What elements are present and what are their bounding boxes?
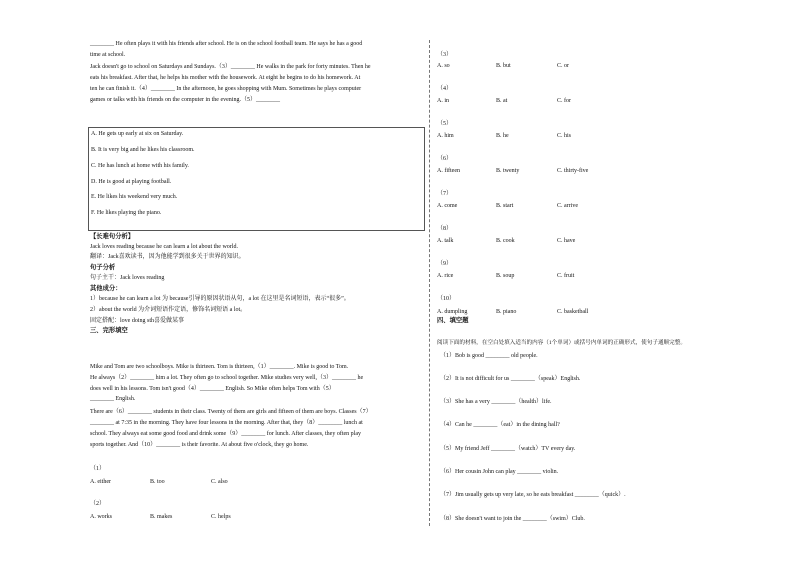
option-item: D. He is good at playing football. — [91, 179, 172, 185]
column-divider — [429, 40, 430, 526]
fill-instruction: 阅读下面的材料，在空白处填入适当的内容（1个单词）或括号内单词的正确形式，使句子通顺完整。 — [437, 340, 686, 346]
choice-a[interactable]: A. come — [437, 203, 458, 209]
passage-line: eats his breakfast. After that, he helps his mother with the housework. At eight he begins to do his homework. At — [90, 75, 361, 81]
choice-a[interactable]: A. dumpling — [437, 309, 468, 315]
passage-line: time at school. — [90, 52, 126, 58]
choice-a[interactable]: A. talk — [437, 238, 454, 244]
fill-question: （5）My friend Jeff ________（watch）TV every day. — [440, 446, 576, 452]
passage-line: ________ He often plays it with his friends after school. He is on the school football team. He says he has a good — [90, 41, 363, 47]
question-number: （2） — [90, 501, 106, 507]
choice-a[interactable]: A. either — [90, 479, 111, 485]
choice-c[interactable]: C. basketball — [557, 309, 589, 315]
option-item: B. It is very big and he likes his classroom. — [91, 147, 195, 153]
question-number: （9） — [437, 261, 453, 267]
choice-a[interactable]: A. him — [437, 133, 454, 139]
cloze-line: ________ English. — [90, 396, 136, 402]
cloze-line: He always（2）________ him a lot. They often go to school together. Mike studies very well,（3）________ he — [90, 375, 364, 381]
question-number: （4） — [437, 86, 453, 92]
choice-b[interactable]: B. but — [496, 63, 511, 69]
choice-c[interactable]: C. arrive — [557, 203, 578, 209]
question-number: （8） — [437, 226, 453, 232]
choice-b[interactable]: B. makes — [150, 514, 173, 520]
fill-question: （1）Bob is good ________ old people. — [440, 353, 538, 359]
question-number: （7） — [437, 191, 453, 197]
choice-c[interactable]: C. thirty-five — [557, 168, 589, 174]
fill-question: （6）Her cousin John can play ________ violin. — [440, 469, 559, 475]
choice-a[interactable]: A. in — [437, 98, 449, 104]
choice-a[interactable]: A. so — [437, 63, 450, 69]
fill-question: （4）Can he ________（eat）in the dining hall? — [440, 422, 560, 428]
cloze-line: does well in his lessons. Tom isn't good（4）________ English. So Mike often helps Tom with（5） — [90, 386, 335, 392]
choice-c[interactable]: C. or — [557, 63, 569, 69]
choice-b[interactable]: B. start — [496, 203, 514, 209]
fixed-phrase: 固定搭配：love doing sth喜爱做某事 — [90, 318, 184, 324]
section-heading-cloze: 三、完形填空 — [90, 327, 128, 334]
question-number: （5） — [437, 121, 453, 127]
choice-c[interactable]: C. also — [211, 479, 228, 485]
analysis-translation: 翻译：Jack喜欢读书，因为他能学到很多关于世界的知识。 — [90, 254, 245, 260]
choice-b[interactable]: B. too — [150, 479, 165, 485]
question-number: （6） — [437, 156, 453, 162]
structure-heading: 句子分析 — [90, 264, 116, 271]
cloze-line: There are（6）________ students in their class. Twenty of them are girls and fifteen of them are boys. Classes（7） — [90, 409, 372, 415]
section-heading-fill: 四、填空题 — [437, 317, 469, 324]
choice-c[interactable]: C. for — [557, 98, 571, 104]
fill-question: （7）Jim usually gets up very late, so he eats breakfast ________（quick）. — [440, 492, 626, 498]
fill-question: （8）She doesn't want to join the ________（swim）Club. — [440, 516, 585, 522]
choice-c[interactable]: C. his — [557, 133, 572, 139]
other-heading: 其他成分： — [90, 285, 122, 292]
choice-c[interactable]: C. helps — [211, 514, 231, 520]
question-number: （10） — [437, 296, 456, 302]
choice-a[interactable]: A. works — [90, 514, 112, 520]
analysis-point: 2）about the world 为介词短语作定语，修饰名词短语 a lot。 — [90, 307, 247, 313]
analysis-heading: 【长难句分析】 — [90, 233, 135, 240]
choice-a[interactable]: A. rice — [437, 273, 454, 279]
question-number: （1） — [90, 466, 106, 472]
cloze-line: sports together. And（10）________ is their favorite. At about five o'clock, they go home. — [90, 442, 309, 448]
choice-a[interactable]: A. fifteen — [437, 168, 460, 174]
choice-b[interactable]: B. at — [496, 98, 508, 104]
cloze-line: ________ at 7:35 in the morning. They have four lessons in the morning. After that, they（8）________ lunch at — [90, 420, 363, 426]
cloze-line: school. They always eat some good food and drink some（9）________ for lunch. After classes, they often play — [90, 431, 361, 437]
fill-question: （2）It is not difficult for us ________（speak）English. — [440, 376, 581, 382]
option-item: A. He gets up early at six on Saturday. — [91, 131, 184, 137]
choice-b[interactable]: B. cook — [496, 238, 515, 244]
main-clause: 句子主干：Jack loves reading — [90, 275, 165, 281]
cloze-line: Mike and Tom are two schoolboys. Mike is thirteen. Tom is thirteen,（1）________. Mike is good to Tom. — [90, 364, 349, 370]
option-item: F. He likes playing the piano. — [91, 210, 162, 216]
choice-b[interactable]: B. piano — [496, 309, 517, 315]
question-number: （3） — [437, 52, 453, 58]
passage-line: Jack doesn't go to school on Saturdays and Sundays.（3）________ He walks in the park for forty minutes. Then he — [90, 64, 371, 70]
passage-line: ten he can finish it.（4）________ In the afternoon, he goes shopping with Mum. Sometimes he plays computer — [90, 86, 362, 92]
passage-line: games or talks with his friends on the computer in the evening.（5）________ — [90, 97, 280, 103]
analysis-point: 1）because he can learn a lot 为 because引导的原因状语从句，a lot 在这里是名词短语，表示“很多”。 — [90, 296, 350, 302]
choice-c[interactable]: C. fruit — [557, 273, 575, 279]
analysis-sentence: Jack loves reading because he can learn a lot about the world. — [90, 244, 238, 250]
choice-c[interactable]: C. have — [557, 238, 576, 244]
choice-b[interactable]: B. he — [496, 133, 509, 139]
choice-b[interactable]: B. soup — [496, 273, 515, 279]
option-item: E. He likes his weekend very much. — [91, 194, 178, 200]
option-item: C. He has lunch at home with his family. — [91, 163, 189, 169]
choice-b[interactable]: B. twenty — [496, 168, 520, 174]
fill-question: （3）She has a very ________（health）life. — [440, 399, 552, 405]
